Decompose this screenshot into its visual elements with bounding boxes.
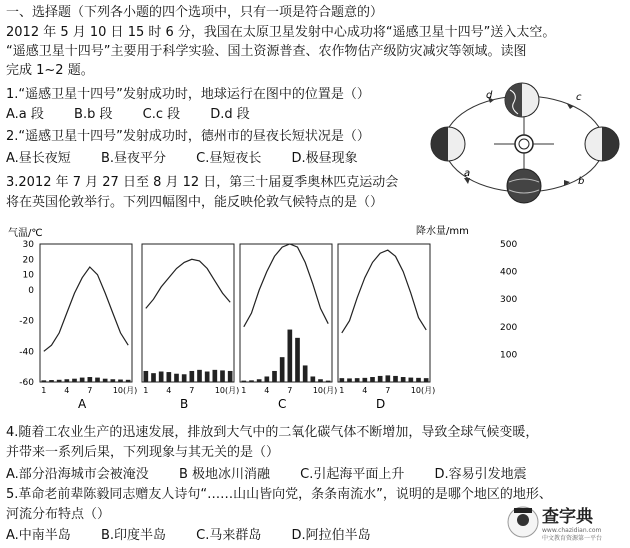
temp-axis-label: 气温/℃ bbox=[8, 228, 43, 239]
climate-panel-A bbox=[40, 244, 137, 411]
precip-bar bbox=[205, 372, 210, 382]
precip-bar bbox=[257, 379, 262, 382]
svg-text:查字典: 查字典 bbox=[542, 507, 593, 527]
precip-bar bbox=[57, 380, 62, 382]
q5-option-a[interactable]: A.中南半岛 bbox=[6, 528, 71, 543]
month-tick: 10(月) bbox=[312, 386, 338, 395]
orbit-label-c: c bbox=[576, 92, 582, 103]
precip-bar bbox=[65, 379, 70, 382]
month-tick: 4 bbox=[362, 386, 368, 395]
precip-bar bbox=[295, 338, 300, 382]
question-2-options bbox=[6, 150, 384, 168]
q4-option-d[interactable]: D.容易引发地震 bbox=[434, 467, 527, 482]
month-tick: 10(月) bbox=[214, 386, 240, 395]
temp-line bbox=[146, 259, 230, 308]
precip-bar bbox=[144, 371, 149, 382]
precip-bar bbox=[88, 377, 93, 382]
precip-bar bbox=[303, 365, 308, 382]
q4-option-c[interactable]: C.引起海平面上升 bbox=[300, 467, 405, 482]
month-tick: 7 bbox=[189, 386, 195, 395]
climate-panel-B bbox=[142, 244, 239, 411]
earth-left-icon bbox=[431, 127, 465, 161]
temp-tick: 0 bbox=[28, 286, 34, 296]
precip-bar bbox=[126, 380, 131, 382]
q2-option-d[interactable]: D.极昼现象 bbox=[291, 151, 358, 166]
precip-bar bbox=[272, 371, 277, 382]
precip-bar bbox=[118, 380, 123, 382]
panel-label-D: D bbox=[376, 397, 386, 411]
question-3-stem-2: 将在英国伦敦举行。下列四幅图中，能反映伦敦气候特点的是（） bbox=[6, 195, 384, 210]
precip-bar bbox=[378, 376, 383, 382]
sun-icon bbox=[515, 135, 533, 153]
climate-charts bbox=[0, 214, 630, 414]
q5-option-d[interactable]: D.阿拉伯半岛 bbox=[291, 528, 371, 543]
precip-bar bbox=[213, 370, 218, 382]
precip-bar bbox=[42, 380, 47, 382]
month-tick: 10(月) bbox=[112, 386, 138, 395]
month-tick: 1 bbox=[241, 386, 247, 395]
q2-option-a[interactable]: A.昼长夜短 bbox=[6, 151, 71, 166]
precip-bar bbox=[363, 378, 368, 382]
precip-bar bbox=[220, 370, 225, 382]
month-tick: 4 bbox=[166, 386, 172, 395]
precip-bar bbox=[416, 378, 421, 382]
precip-bar bbox=[151, 373, 156, 382]
precip-tick: 400 bbox=[500, 267, 518, 278]
temp-tick: -20 bbox=[19, 316, 34, 327]
precip-bar bbox=[197, 370, 202, 382]
month-tick: 7 bbox=[385, 386, 391, 395]
precip-bar bbox=[393, 376, 398, 382]
precip-tick: 200 bbox=[500, 322, 518, 333]
climate-panel-C bbox=[240, 244, 337, 411]
earth-bottom-icon bbox=[507, 169, 541, 203]
question-5-stem-1: 5.革命老前辈陈毅同志赠友人诗句“……山山皆向党，条条南流水”，说明的是哪个地区的地形、 bbox=[6, 487, 552, 502]
q4-option-b[interactable]: B 极地冰川消融 bbox=[178, 467, 271, 482]
precip-bar bbox=[159, 372, 164, 382]
earth-right-icon bbox=[585, 127, 619, 161]
temp-tick: -60 bbox=[19, 378, 34, 388]
orbit-label-b: b bbox=[578, 176, 585, 187]
temp-line bbox=[244, 244, 328, 327]
precip-bar bbox=[111, 379, 116, 382]
precip-bar bbox=[265, 376, 270, 382]
month-tick: 7 bbox=[287, 386, 293, 395]
temp-line bbox=[342, 250, 426, 333]
precip-bar bbox=[249, 380, 254, 382]
precip-bar bbox=[401, 377, 406, 382]
month-tick: 1 bbox=[143, 386, 149, 395]
chazidian-watermark bbox=[506, 498, 624, 542]
temp-line bbox=[44, 267, 128, 351]
question-4-options bbox=[6, 466, 553, 484]
earth-top-icon bbox=[505, 83, 539, 117]
orbit-label-a: a bbox=[464, 168, 471, 179]
precip-bar bbox=[174, 374, 179, 382]
month-tick: 4 bbox=[264, 386, 270, 395]
svg-text:中文教育资源第一平台: 中文教育资源第一平台 bbox=[542, 535, 603, 542]
precip-bar bbox=[72, 379, 77, 382]
panel-label-B: B bbox=[180, 397, 189, 411]
temp-tick: -40 bbox=[19, 347, 34, 358]
intro-line-1: 2012 年 5 月 10 日 15 时 6 分，我国在太原卫星发射中心成功将“遥感卫星十四号”送入太空。 bbox=[6, 25, 556, 40]
panel-label-A: A bbox=[78, 397, 87, 411]
intro-line-2: “遥感卫星十四号”主要用于科学实验、国土资源普查、农作物估产级防灾减灾等领域。读图 bbox=[6, 44, 527, 59]
q2-option-c[interactable]: C.昼短夜长 bbox=[196, 151, 262, 166]
climate-panel-D bbox=[338, 244, 435, 411]
month-tick: 7 bbox=[87, 386, 93, 395]
question-3-stem-1: 3.2012 年 7 月 27 日至 8 月 12 日，第三十届夏季奥林匹克运动会 bbox=[6, 175, 399, 190]
precip-bar bbox=[167, 372, 172, 382]
question-2-stem: 2.“遥感卫星十四号”发射成功时，德州市的昼夜长短状况是（） bbox=[6, 129, 370, 144]
q4-option-a[interactable]: A.部分沿海城市会被淹没 bbox=[6, 467, 149, 482]
precip-bar bbox=[318, 379, 323, 382]
precip-tick: 100 bbox=[500, 350, 518, 361]
precip-bar bbox=[370, 377, 375, 382]
month-tick: 1 bbox=[41, 386, 47, 395]
precip-bar bbox=[242, 381, 247, 382]
precip-bar bbox=[311, 376, 316, 382]
precip-bar bbox=[340, 378, 345, 382]
precip-tick: 500 bbox=[500, 240, 518, 250]
precip-bar bbox=[326, 381, 331, 382]
precip-bar bbox=[49, 380, 54, 382]
precip-bar bbox=[103, 379, 108, 382]
precip-bar bbox=[95, 378, 100, 382]
question-4-stem-2: 并带来一系列后果，下列现象与其无关的是（） bbox=[6, 445, 280, 460]
section-header: 一、选择题（下列各小题的四个选项中，只有一项是符合题意的） bbox=[6, 5, 384, 20]
q5-option-c[interactable]: C.马来群岛 bbox=[196, 528, 262, 543]
precip-bar bbox=[347, 378, 352, 382]
precip-bar bbox=[280, 357, 285, 382]
precip-bar bbox=[80, 378, 85, 382]
svg-text:www.chazidian.com: www.chazidian.com bbox=[542, 527, 602, 534]
month-tick: 4 bbox=[64, 386, 70, 395]
precip-tick: 300 bbox=[500, 295, 518, 306]
precip-bar bbox=[288, 330, 293, 382]
precip-bar bbox=[409, 378, 414, 382]
q2-option-b[interactable]: B.昼夜平分 bbox=[100, 151, 167, 166]
q5-option-b[interactable]: B.印度半岛 bbox=[100, 528, 167, 543]
precip-bar bbox=[190, 371, 195, 382]
precip-bar bbox=[355, 378, 360, 382]
precip-bar bbox=[424, 378, 429, 382]
orbit-label-d: d bbox=[486, 90, 493, 101]
precip-bar bbox=[228, 371, 233, 382]
question-5-stem-2: 河流分布特点（） bbox=[6, 507, 111, 522]
precip-bar bbox=[386, 375, 391, 382]
intro-line-3: 完成 1~2 题。 bbox=[6, 63, 94, 78]
q1-option-d[interactable]: D.d 段 bbox=[210, 107, 250, 122]
precip-bar bbox=[182, 374, 187, 382]
earth-orbit-diagram bbox=[424, 78, 624, 208]
temp-tick: 20 bbox=[22, 255, 34, 266]
question-1-options bbox=[6, 106, 276, 124]
temp-tick: 30 bbox=[22, 240, 34, 250]
q1-option-a[interactable]: A.a 段 bbox=[6, 107, 44, 122]
temp-tick: 10 bbox=[22, 270, 34, 281]
month-tick: 1 bbox=[339, 386, 345, 395]
panel-label-C: C bbox=[278, 397, 287, 411]
precip-axis-label: 降水量/mm bbox=[416, 226, 469, 237]
month-tick: 10(月) bbox=[410, 386, 436, 395]
question-5-options bbox=[6, 527, 397, 545]
question-1-stem: 1.“遥感卫星十四号”发射成功时，地球运行在图中的位置是（） bbox=[6, 87, 370, 102]
question-4-stem-1: 4.随着工农业生产的迅速发展，排放到大气中的二氧化碳气体不断增加，导致全球气候变暖， bbox=[6, 425, 539, 440]
q1-option-c[interactable]: C.c 段 bbox=[142, 107, 181, 122]
q1-option-b[interactable]: B.b 段 bbox=[74, 107, 113, 122]
